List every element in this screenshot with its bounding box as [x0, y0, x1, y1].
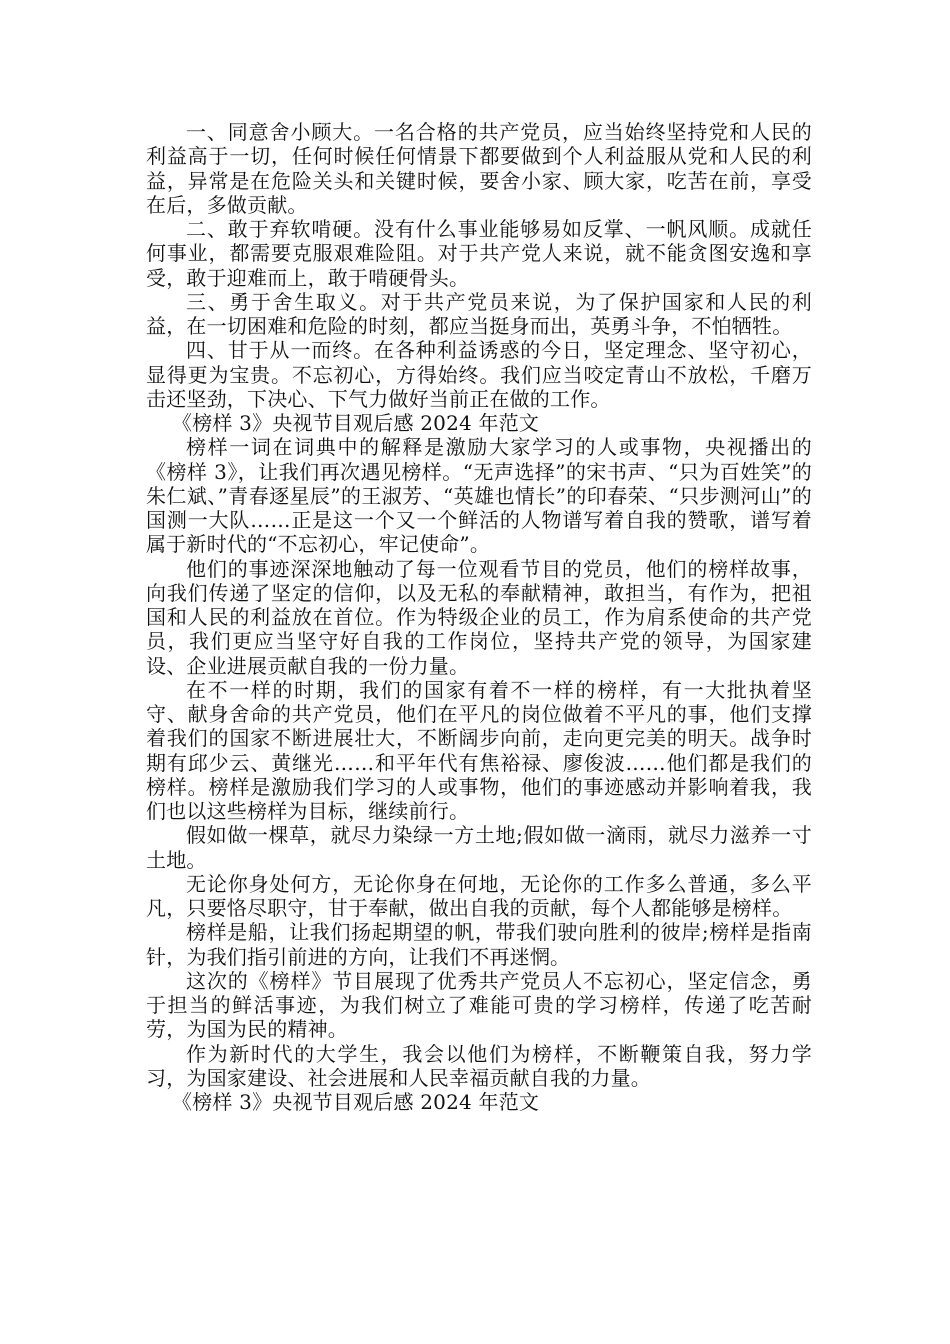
paragraph-hardship: 二、敢于弃软啃硬。没有什么事业能够易如反掌、一帆风顺。成就任何事业，都需要克服艰难险阻。对于共产党人来说，就不能贪图安逸和享受，敢于迎难而上，敢于啃硬骨头。	[146, 217, 812, 290]
section-heading: 《榜样 3》央视节目观后感 2024 年范文	[172, 411, 540, 435]
paragraph-program-summary: 这次的《榜样》节目展现了优秀共产党员人不忘初心，坚定信念，勇于担当的鲜活事迹，为我们树立了难能可贵的学习榜样，传递了吃苦耐劳，为国为民的精神。	[146, 968, 812, 1042]
paragraph-sacrifice: 三、勇于舍生取义。对于共产党员来说，为了保护国家和人民的利益，在一切困难和危险的时刻，都应当挺身而出，英勇斗争，不怕牺牲。	[146, 289, 812, 338]
paragraph-selfless: 一、同意舍小顾大。一名合格的共产党员，应当始终坚持党和人民的利益高于一切，任何时候任何情景下都要做到个人利益服从党和人民的利益，异常是在危险关头和关键时候，要舍小家、顾大家，吃苦在前，享受在后，多做贡献。	[146, 120, 812, 217]
paragraph-touched: 他们的事迹深深地触动了每一位观看节目的党员，他们的榜样故事，向我们传递了坚定的信仰，以及无私的奉献精神，敢担当，有作为，把祖国和人民的利益放在首位。作为特级企业的员工，作为肩系使命的共产党员，我们更应当坚守好自我的工作岗位，坚持共产党的领导，为国家建设、企业进展贡献自我的一份力量。	[146, 556, 812, 678]
paragraph-everyone-role-model: 无论你身处何方，无论你身在何地，无论你的工作多么普通，多么平凡，只要恪尽职守，甘于奉献，做出自我的贡献，每个人都能够是榜样。	[146, 871, 812, 920]
paragraph-intro: 榜样一词在词典中的解释是激励大家学习的人或事物，央视播出的《榜样 3》，让我们再次遇见榜样。“无声选择”的宋书声、“只为百姓笑”的朱仁斌、”青春逐星辰”的王淑芳、“英雄也情长”的印春荣、“只步测河山”的国测一大队……正是这一个又一个鲜活的人物谱写着自我的赞歌，谱写着属于新时代的“不忘初心，牢记使命”。	[146, 435, 812, 557]
section-heading: 《榜样 3》央视节目观后感 2024 年范文	[172, 1090, 540, 1114]
paragraph-ship-compass: 榜样是船，让我们扬起期望的帆，带我们驶向胜利的彼岸;榜样是指南针，为我们指引前进的方向，让我们不再迷惘。	[146, 920, 812, 969]
paragraph-student-pledge: 作为新时代的大学生，我会以他们为榜样，不断鞭策自我，努力学习，为国家建设、社会进展和人民幸福贡献自我的力量。	[146, 1041, 812, 1090]
paragraph-different-eras: 在不一样的时期，我们的国家有着不一样的榜样，有一大批执着坚守、献身舍命的共产党员，他们在平凡的岗位做着不平凡的事，他们支撑着我们的国家不断进展壮大，不断阔步向前，走向更完美的明天。战争时期有邱少云、黄继光……和平年代有焦裕禄、廖俊波……他们都是我们的榜样。榜样是激励我们学习的人或事物，他们的事迹感动并影响着我，我们也以这些榜样为目标，继续前行。	[146, 677, 812, 823]
paragraph-grass-rain: 假如做一棵草，就尽力染绿一方土地;假如做一滴雨，就尽力滋养一寸土地。	[146, 823, 812, 872]
paragraph-perseverance: 四、甘于从一而终。在各种利益诱惑的今日，坚定理念、坚守初心，显得更为宝贵。不忘初心，方得始终。我们应当咬定青山不放松，千磨万击还坚劲，下决心、下气力做好当前正在做的工作。	[146, 338, 812, 411]
document-body	[146, 120, 812, 1114]
